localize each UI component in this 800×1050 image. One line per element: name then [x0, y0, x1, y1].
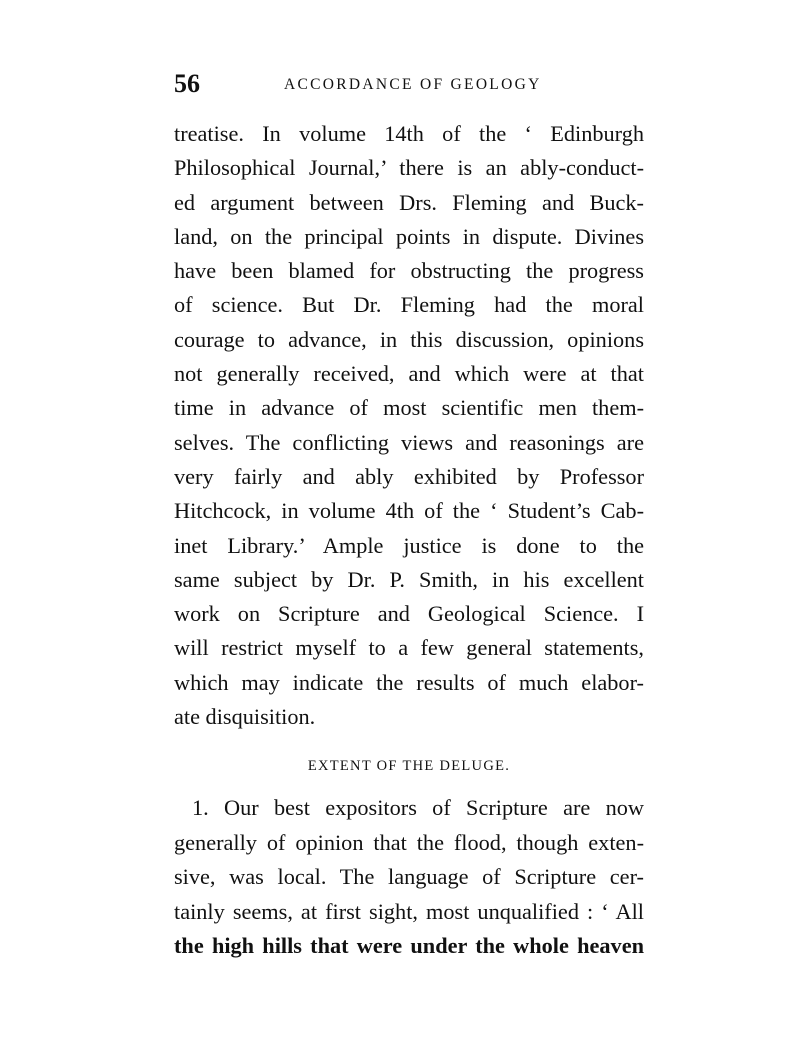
text-line: not generally received, and which were at that — [174, 361, 644, 387]
text-line: courage to advance, in this discussion, opinions — [174, 326, 644, 352]
text-line: will restrict myself to a few general statements, — [174, 635, 644, 661]
text-line: 1. Our best expositors of Scripture are now — [192, 795, 644, 820]
text-line: Philosophical Journal,’ there is an ably-conduct- — [174, 155, 644, 181]
text-line: tainly seems, at first sight, most unqualified : ‘ All — [174, 898, 644, 924]
text-line: of science. But Dr. Fleming had the moral — [174, 292, 644, 318]
section-heading: EXTENT OF THE DELUGE. — [307, 758, 511, 774]
paragraph-extent-of-deluge — [174, 791, 644, 964]
text-line: selves. The conflicting views and reasonings are — [174, 429, 644, 455]
text-line: Hitchcock, in volume 4th of the ‘ Student’s Cab- — [174, 498, 644, 524]
running-head — [174, 70, 644, 100]
text-line: very fairly and ably exhibited by Professor — [174, 463, 644, 489]
text-line: ate disquisition. — [174, 704, 316, 730]
text-line: treatise. In volume 14th of the ‘ Edinburgh — [174, 121, 644, 146]
text-line: time in advance of most scientific men them- — [174, 395, 644, 421]
running-title: ACCORDANCE OF GEOLOGY — [284, 76, 542, 93]
text-line: have been blamed for obstructing the progress — [174, 258, 644, 284]
text-line: work on Scripture and Geological Science. I — [174, 601, 644, 627]
text-line: generally of opinion that the flood, though exten- — [174, 829, 644, 855]
text-line: the high hills that were under the whole heaven — [174, 933, 644, 959]
page-number: 56 — [174, 69, 200, 98]
paragraph-treatise — [174, 117, 644, 734]
text-line: ed argument between Drs. Fleming and Buck- — [174, 189, 644, 215]
text-line: land, on the principal points in dispute. Divines — [174, 223, 644, 249]
text-line: sive, was local. The language of Scripture cer- — [174, 864, 644, 890]
text-line: which may indicate the results of much elabor- — [174, 669, 644, 695]
text-line: same subject by Dr. P. Smith, in his excellent — [174, 566, 644, 592]
text-line: inet Library.’ Ample justice is done to the — [174, 532, 644, 558]
